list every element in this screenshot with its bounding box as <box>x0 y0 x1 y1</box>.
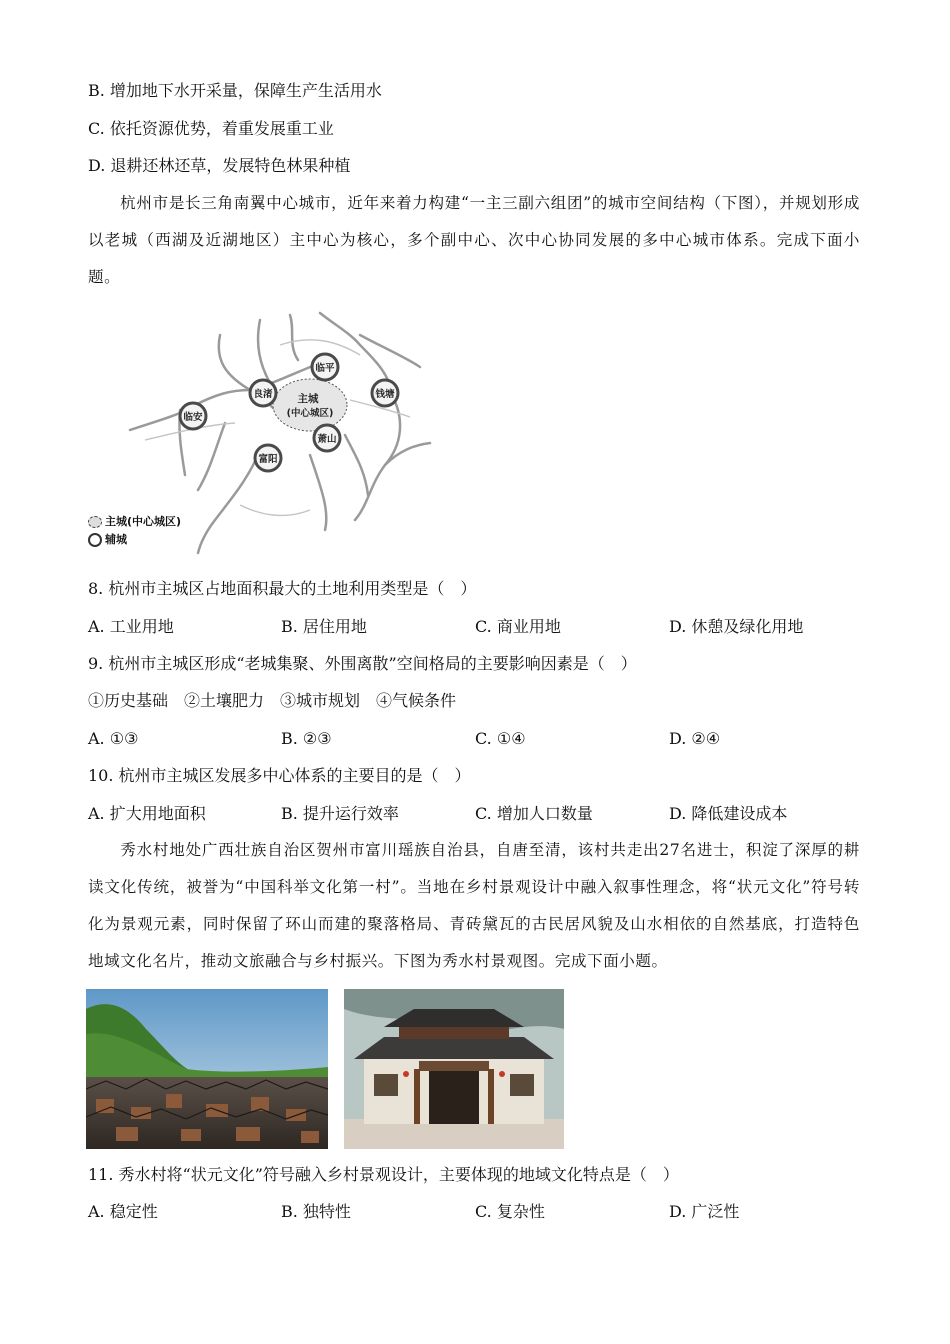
q8-option-c: C. 商业用地 <box>475 617 561 636</box>
passage-xiushui <box>88 832 860 980</box>
town-fuyang: 富阳 <box>258 454 278 465</box>
q10-option-b: B. 提升运行效率 <box>281 804 399 823</box>
village-photo <box>86 989 328 1149</box>
q11-option-a: A. 稳定性 <box>88 1202 158 1221</box>
q8-option-b: B. 居住用地 <box>281 617 367 636</box>
q9-option-c: C. ①④ <box>475 729 526 748</box>
main-city-area <box>273 379 347 431</box>
q8-option-a: A. 工业用地 <box>88 617 174 636</box>
main-city-sublabel: (中心城区) <box>286 408 334 419</box>
passage-hangzhou-text: 杭州市是长三角南翼中心城市，近年来着力构建“一主三副六组团”的城市空间结构（下图），并规划形成以老城（西湖及近湖地区）主中心为核心，多个副中心、次中心协同发展的多中心城市体系。完成下面小题。 <box>88 194 860 286</box>
map-legend <box>88 513 181 549</box>
town-xiaoshan: 萧山 <box>317 434 337 445</box>
prev-option-b: B. 增加地下水开采量，保障生产生活用水 <box>88 81 382 100</box>
q11-option-c: C. 复杂性 <box>475 1202 545 1221</box>
q9-option-d: D. ②④ <box>669 729 721 748</box>
passage-xiushui-text: 秀水村地处广西壮族自治区贺州市富川瑶族自治县，自唐至清，该村共走出27名进士，积淀了深厚的耕读文化传统，被誉为“中国科举文化第一村”。当地在乡村景观设计中融入叙事性理念，将“状元文化”符号转化为景观元素，同时保留了环山而建的聚落格局、青砖黛瓦的古民居风貌及山水相依的自然基底，打造特色地域文化名片，推动文旅融合与乡村振兴。下图为秀水村景观图。完成下面小题。 <box>88 841 860 970</box>
q8-option-d: D. 休憩及绿化用地 <box>669 617 804 636</box>
prev-option-d: D. 退耕还林还草，发展特色林果种植 <box>88 156 351 175</box>
q9-option-b: B. ②③ <box>281 729 332 748</box>
q10-option-d: D. 降低建设成本 <box>669 804 788 823</box>
q10-option-c: C. 增加人口数量 <box>475 804 593 823</box>
q11-option-b: B. 独特性 <box>281 1202 351 1221</box>
q9-stem: 9. 杭州市主城区形成“老城集聚、外围离散”空间格局的主要影响因素是（ ） <box>88 654 637 673</box>
q11-stem: 11. 秀水村将“状元文化”符号融入乡村景观设计，主要体现的地域文化特点是（ ） <box>88 1165 679 1184</box>
q11-option-d: D. 广泛性 <box>669 1202 740 1221</box>
legend-main-city-label: 主城(中心城区) <box>105 515 182 528</box>
town-linping: 临平 <box>315 363 335 374</box>
pavilion-photo <box>344 989 564 1149</box>
q8-stem: 8. 杭州市主城区占地面积最大的土地利用类型是（ ） <box>88 579 477 598</box>
town-linan: 临安 <box>183 412 203 423</box>
town-liangzhu: 良渚 <box>253 389 273 400</box>
main-city-label: 主城 <box>297 393 319 405</box>
legend-aux-city-label: 辅城 <box>105 533 127 546</box>
q10-stem: 10. 杭州市主城区发展多中心体系的主要目的是（ ） <box>88 766 471 785</box>
q9-option-a: A. ①③ <box>88 729 139 748</box>
town-qiantang: 钱塘 <box>375 389 395 400</box>
passage-hangzhou <box>88 185 860 296</box>
prev-option-c: C. 依托资源优势，着重发展重工业 <box>88 119 334 138</box>
q10-option-a: A. 扩大用地面积 <box>88 804 206 823</box>
legend-aux-city <box>88 531 181 549</box>
legend-main-city <box>88 513 181 531</box>
q9-factors: ①历史基础 ②土壤肥力 ③城市规划 ④气候条件 <box>88 691 457 710</box>
